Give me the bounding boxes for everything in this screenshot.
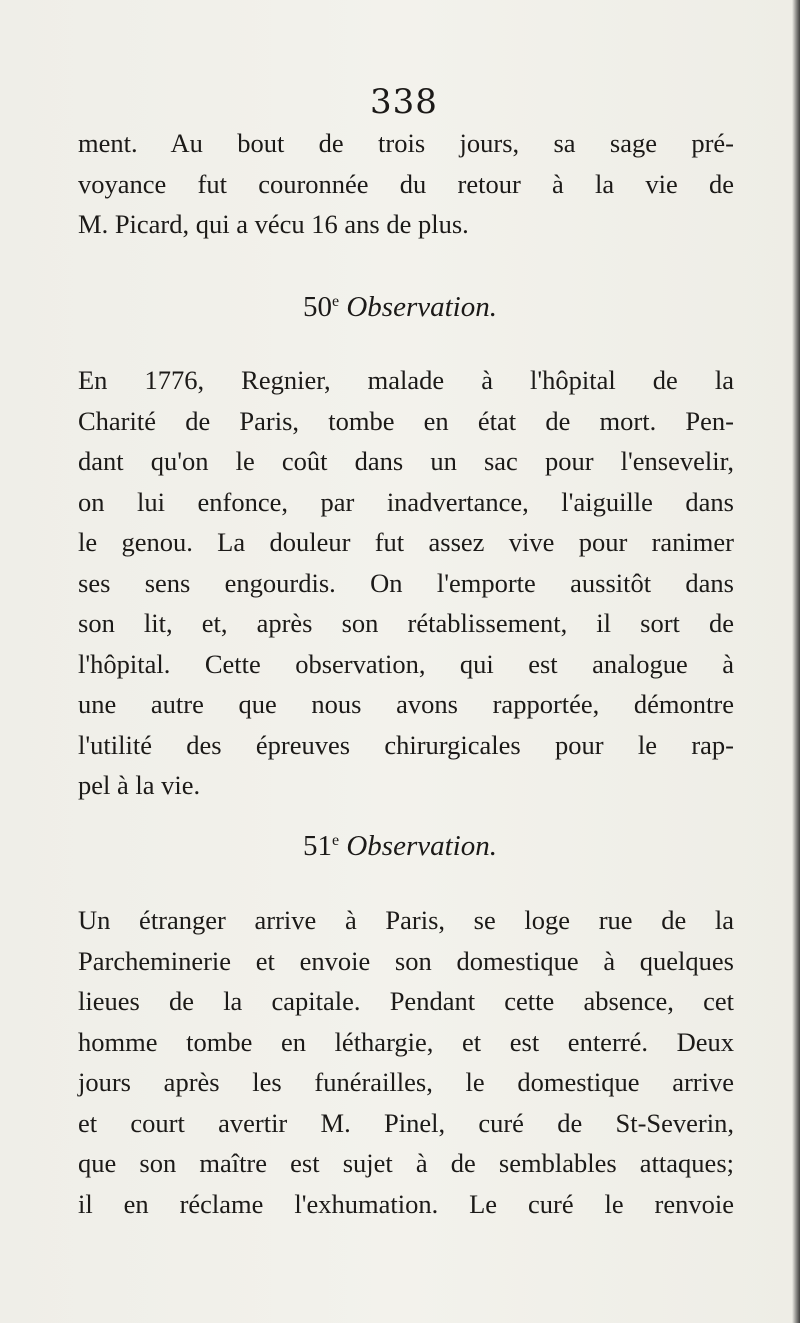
text-line: En 1776, Regnier, malade à l'hôpital de la <box>78 365 734 395</box>
section-title: Observation. <box>346 291 497 323</box>
text-line: l'hôpital. Cette observation, qui est analogue à <box>78 648 734 679</box>
section-heading-50 <box>0 291 800 324</box>
text-line: et court avertir M. Pinel, curé de St-Severin, <box>78 1107 734 1138</box>
text-line: ment. Au bout de trois jours, sa sage pré- <box>78 128 734 158</box>
section-number: 50e <box>303 291 340 323</box>
text-line: le genou. La douleur fut assez vive pour ranimer <box>78 527 734 557</box>
text-line: dant qu'on le coût dans un sac pour l'ensevelir, <box>78 446 734 476</box>
text-line: Un étranger arrive à Paris, se loge rue de la <box>78 905 734 935</box>
text-line: que son maître est sujet à de semblables attaques; <box>78 1148 734 1178</box>
text-line: jours après les funérailles, le domestique arrive <box>78 1067 734 1097</box>
paragraph-continuation <box>78 123 734 245</box>
section-number: 51e <box>303 830 340 862</box>
text-line: Charité de Paris, tombe en état de mort. Pen- <box>78 405 734 436</box>
text-line: une autre que nous avons rapportée, démontre <box>78 689 734 719</box>
section-title: Observation. <box>346 830 497 862</box>
text-line: lieues de la capitale. Pendant cette absence, cet <box>78 986 734 1016</box>
section-heading-51 <box>0 830 800 863</box>
page-edge-shadow <box>792 0 800 1323</box>
text-line: son lit, et, après son rétablissement, il sort de <box>78 608 734 638</box>
text-line: il en réclame l'exhumation. Le curé le renvoie <box>78 1188 734 1219</box>
paragraph-observation-50 <box>78 360 734 806</box>
paragraph-observation-51 <box>78 900 734 1224</box>
text-line: Parcheminerie et envoie son domestique à quelques <box>78 945 734 976</box>
page-number: 338 <box>370 82 438 122</box>
text-line: l'utilité des épreuves chirurgicales pour le rap- <box>78 729 734 760</box>
text-line: on lui enfonce, par inadvertance, l'aiguille dans <box>78 486 734 517</box>
text-line: homme tombe en léthargie, et est enterré. Deux <box>78 1026 734 1057</box>
text-line: pel à la vie. <box>78 770 201 800</box>
text-line: voyance fut couronnée du retour à la vie de <box>78 168 734 199</box>
text-line: ses sens engourdis. On l'emporte aussitôt dans <box>78 567 734 598</box>
text-line: M. Picard, qui a vécu 16 ans de plus. <box>78 209 469 239</box>
